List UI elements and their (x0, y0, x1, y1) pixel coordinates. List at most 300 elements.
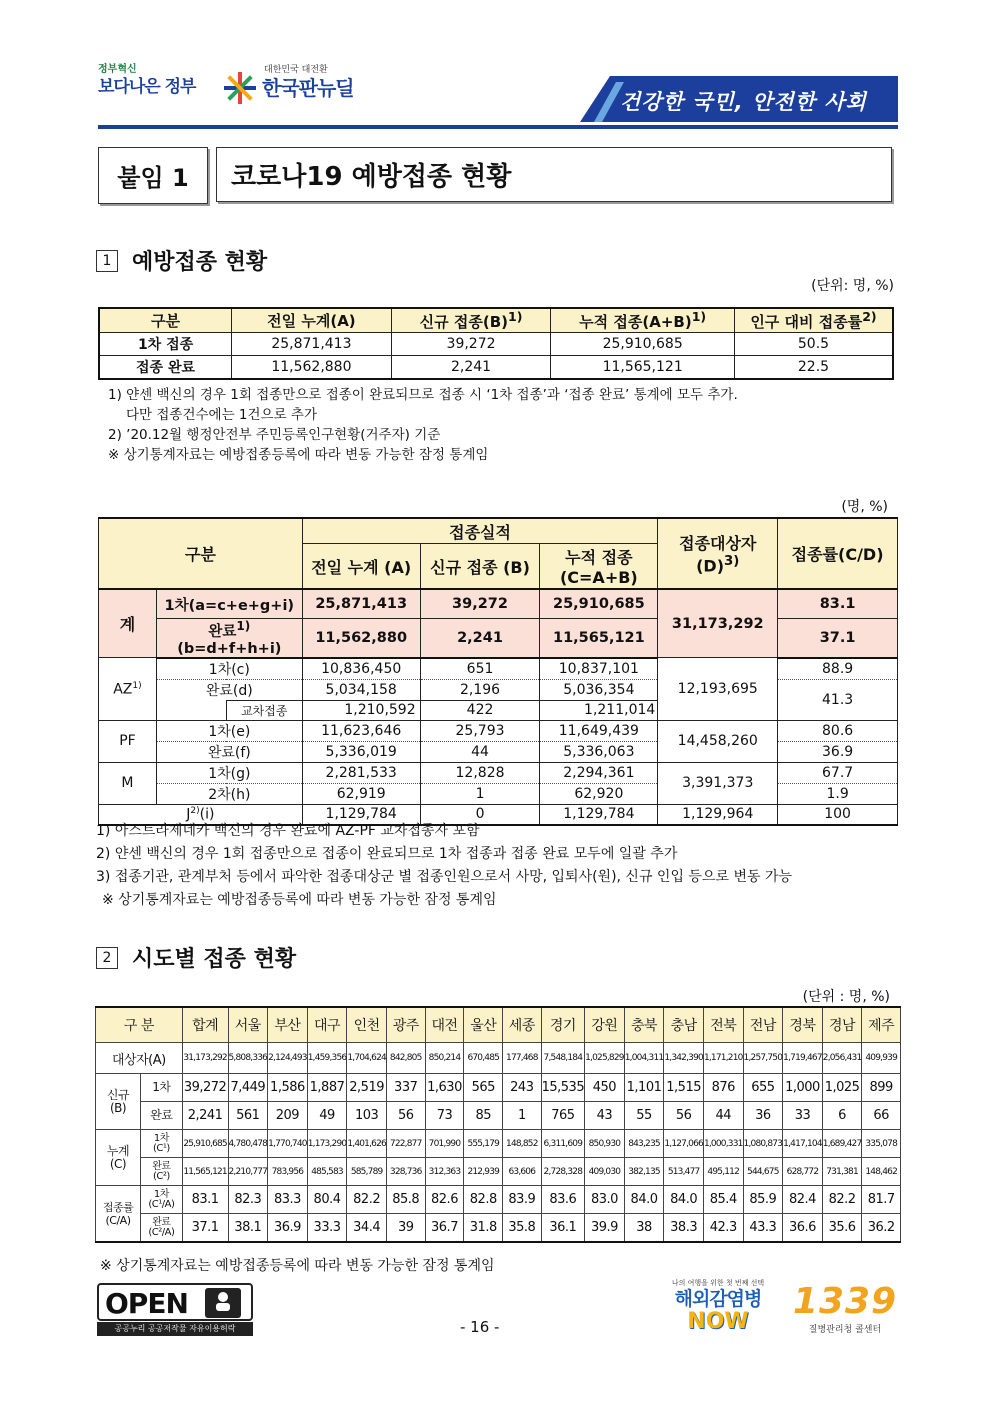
row-label: 1차(c) (156, 658, 302, 680)
cell: 1 (503, 1102, 542, 1130)
group-label: 접종률 (102, 1200, 134, 1214)
col-header-region: 강원 (585, 1007, 625, 1043)
cell: 1,887 (307, 1074, 347, 1102)
row-label (141, 1214, 183, 1243)
table-row-total-done (99, 619, 898, 658)
table2-unit: (명, %) (841, 499, 888, 515)
cell: 1,129,784 (302, 804, 420, 825)
cell: 2,294,361 (540, 762, 658, 783)
cell: 67.7 (778, 762, 898, 783)
cell: 5,034,158 (302, 679, 420, 700)
cell: 63,606 (503, 1158, 542, 1186)
cell: 37.1 (778, 619, 898, 658)
cell: 33 (783, 1102, 823, 1130)
open-license-logo (97, 1283, 253, 1336)
page-title: 코로나19 예방접종 현황 (216, 147, 892, 202)
cell: 12,828 (420, 762, 540, 783)
cell: 7,449 (228, 1074, 268, 1102)
cell-target: 14,458,260 (658, 720, 778, 762)
cell: 85.8 (386, 1186, 425, 1214)
cell: 850,214 (425, 1043, 464, 1074)
cell: 701,990 (425, 1130, 464, 1158)
cell: 103 (347, 1102, 387, 1130)
cell: 43.3 (743, 1214, 783, 1243)
row-label (141, 1158, 183, 1186)
cell: 1,210,592 (302, 700, 420, 720)
row-label-text: (b=d+f+h+i) (177, 640, 282, 657)
footnote: 1) 얀센 백신의 경우 1회 접종만으로 접종이 완료되므로 접종 시 ‘1차 접종’과 ‘접종 완료’ 통계에 모두 추가. (108, 387, 738, 403)
table-row (99, 658, 898, 680)
cell: 11,565,121 (182, 1158, 228, 1186)
table-row-rate-done (96, 1214, 901, 1243)
cell: 1,459,356 (307, 1043, 347, 1074)
footnote-ref: 1) (132, 680, 142, 691)
group-label: 누계 (106, 1143, 130, 1158)
cell: 10,837,101 (540, 658, 658, 680)
group-sub-label: (C/A) (105, 1213, 131, 1227)
row-label-text: (i) (199, 806, 215, 823)
footnote-ref: 1) (236, 619, 251, 633)
table-row-cum-first (96, 1130, 901, 1158)
col-header-prev-total: 전일 누계(A) (232, 308, 392, 333)
row-label-text: J (186, 806, 191, 823)
cell: 1,515 (664, 1074, 704, 1102)
col-header-region: 광주 (386, 1007, 425, 1043)
col-header-region: 서울 (228, 1007, 268, 1043)
cell: 1,342,390 (664, 1043, 704, 1074)
travel-logo-now-text: NOW (687, 1309, 749, 1334)
group-label: 신규 (106, 1087, 130, 1102)
cell: 43 (585, 1102, 625, 1130)
cell-target: 3,391,373 (658, 762, 778, 804)
table-row (99, 762, 898, 783)
cell: 50.5 (734, 333, 893, 356)
cell: 2,196 (420, 679, 540, 700)
slogan-text: 건강한 국민, 안전한 사회 (620, 90, 867, 114)
cell: 66 (862, 1102, 901, 1130)
logo2-main-text: 한국판뉴딜 (262, 76, 354, 100)
cell: 2,056,431 (822, 1043, 862, 1074)
col-header-cumulative-text: 누적 접종(A+B) (579, 313, 692, 331)
cell: 36.6 (783, 1214, 823, 1243)
col-header-target (658, 518, 778, 589)
cell: 1,129,964 (658, 804, 778, 825)
footnote: ※ 상기통계자료는 예방접종등록에 따라 변동 가능한 잠정 통계임 (102, 892, 497, 908)
col-header-performance: 접종실적 (302, 518, 658, 544)
slogan-banner (580, 76, 898, 122)
cell: 1,080,873 (743, 1130, 783, 1158)
row-label: 1차(e) (156, 720, 302, 741)
table-row (99, 720, 898, 741)
row-label: 2차(h) (156, 783, 302, 804)
footnote-ref: 1) (691, 309, 707, 324)
section2-unit: (단위 : 명, %) (802, 989, 890, 1005)
col-header-region: 대전 (425, 1007, 464, 1043)
row-label: 1차(a=c+e+g+i) (156, 589, 302, 619)
cell: 177,468 (503, 1043, 542, 1074)
new-deal-star-icon (222, 70, 258, 106)
vaccine-type-table (98, 517, 898, 826)
row-label-sub: (C²/A) (148, 1226, 175, 1238)
col-header-region: 합계 (182, 1007, 228, 1043)
row-label-pf: PF (99, 720, 157, 762)
col-header-prev-total-text: 전일 누계 (A) (311, 557, 412, 577)
table-row (99, 679, 898, 700)
cell: 25,871,413 (232, 333, 392, 356)
row-label (141, 1130, 183, 1158)
cell: 85.9 (743, 1186, 783, 1214)
call-center-1339-logo (790, 1282, 900, 1340)
cell: 6 (822, 1102, 862, 1130)
footnote-ref: 2) (190, 806, 200, 816)
cell: 83.9 (503, 1186, 542, 1214)
cell: 84.0 (664, 1186, 704, 1214)
cell: 44 (420, 741, 540, 762)
col-header-rate: 접종률(C/D) (778, 518, 898, 589)
cell: 1,127,066 (664, 1130, 704, 1158)
cell: 38.3 (664, 1214, 704, 1243)
table-header-row (99, 518, 898, 544)
section2-note: ※ 상기통계자료는 예방접종등록에 따라 변동 가능한 잠정 통계임 (100, 1258, 495, 1274)
cell: 148,462 (862, 1158, 901, 1186)
row-label-cross: 교차접종 (226, 700, 302, 720)
col-header-new-text: 신규 접종(B) (419, 313, 508, 331)
row-label-az (99, 658, 157, 721)
footnote: 2) ’20.12월 행정안전부 주민등록인구현황(거주자) 기준 (108, 427, 441, 443)
cell: 2,241 (182, 1102, 228, 1130)
cell: 1,211,014 (540, 700, 658, 720)
cell: 36.2 (862, 1214, 901, 1243)
cell: 25,871,413 (302, 589, 420, 619)
cell: 35.8 (503, 1214, 542, 1243)
cell: 409,030 (585, 1158, 625, 1186)
cell: 82.2 (822, 1186, 862, 1214)
cell: 312,363 (425, 1158, 464, 1186)
col-header-region: 경기 (541, 1007, 585, 1043)
cell: 1,025,829 (585, 1043, 625, 1074)
cell: 2,728,328 (541, 1158, 585, 1186)
cell: 83.3 (268, 1186, 308, 1214)
cell: 485,583 (307, 1158, 347, 1186)
row-label (156, 619, 302, 658)
row-label: 1차 접종 (99, 333, 232, 356)
cumulative-header-line2: (C=A+B) (559, 568, 638, 587)
cell-total-target: 31,173,292 (658, 589, 778, 658)
footnote: 다만 접종건수에는 1건으로 추가 (126, 407, 317, 423)
target-header-line1: 접종대상자 (679, 534, 757, 554)
row-label-total: 계 (99, 589, 157, 658)
cell: 73 (425, 1102, 464, 1130)
cell: 85.4 (703, 1186, 743, 1214)
table-row-new-first (96, 1074, 901, 1102)
cell: 1,004,311 (624, 1043, 664, 1074)
cell: 1.9 (778, 783, 898, 804)
travel-disease-now-logo (668, 1278, 768, 1338)
table-row-target (96, 1043, 901, 1074)
col-header-category: 구 분 (96, 1007, 183, 1043)
cell: 80.4 (307, 1186, 347, 1214)
cell: 1,689,427 (822, 1130, 862, 1158)
attachment-tag: 붙임 1 (98, 147, 208, 204)
col-header-region: 대구 (307, 1007, 347, 1043)
cell: 409,939 (862, 1043, 901, 1074)
col-header-pop-rate (734, 308, 893, 333)
row-label-sub: (C²) (152, 1170, 170, 1182)
footnote: 3) 접종기관, 관계부처 등에서 파악한 접종대상군 별 접종인원으로서 사망, 입퇴사(원), 신규 인입 등으로 변동 가능 (96, 869, 792, 885)
cell: 1,000 (783, 1074, 823, 1102)
cell: 0 (420, 804, 540, 825)
cell: 765 (541, 1102, 585, 1130)
cell: 56 (386, 1102, 425, 1130)
row-label-text: 1차 (153, 1188, 169, 1200)
cell: 1,129,784 (540, 804, 658, 825)
cell: 39 (386, 1214, 425, 1243)
row-group-cum (96, 1130, 141, 1186)
travel-logo-main-text: 해외감염병 (674, 1288, 762, 1310)
open-logo-subtext: 공공누리 공공저작물 자유이용허락 (97, 1322, 253, 1336)
cell: 4,780,478 (228, 1130, 268, 1158)
cell: 25,910,685 (182, 1130, 228, 1158)
table-row-cum-done (96, 1158, 901, 1186)
row-label-text: 완료 (152, 1160, 171, 1172)
row-label (141, 1186, 183, 1214)
cell: 561 (228, 1102, 268, 1130)
cell: 6,311,609 (541, 1130, 585, 1158)
section1-heading (96, 245, 267, 276)
row-label-text: 1차 (153, 1132, 169, 1144)
col-header-region: 부산 (268, 1007, 308, 1043)
row-label: 완료(d) (156, 679, 302, 700)
col-header-region: 경남 (822, 1007, 862, 1043)
cell: 513,477 (664, 1158, 704, 1186)
cell: 655 (743, 1074, 783, 1102)
cell: 88.9 (778, 658, 898, 680)
cell: 62,919 (302, 783, 420, 804)
row-label: 완료(f) (156, 741, 302, 762)
cell: 1,719,467 (783, 1043, 823, 1074)
section2-title: 시도별 접종 현황 (132, 947, 297, 972)
row-group-rate (96, 1186, 141, 1243)
cell: 11,623,646 (302, 720, 420, 741)
cell: 56 (664, 1102, 704, 1130)
cell: 382,135 (624, 1158, 664, 1186)
cell: 2,210,777 (228, 1158, 268, 1186)
cell: 31,173,292 (182, 1043, 228, 1074)
row-label-m: M (99, 762, 157, 804)
table-row (99, 783, 898, 804)
cell: 25,910,685 (551, 333, 735, 356)
cell: 1,101 (624, 1074, 664, 1102)
cell: 2,241 (420, 619, 540, 658)
cell: 585,789 (347, 1158, 387, 1186)
col-header-new: 신규 접종 (B) (420, 544, 540, 590)
cell: 850,930 (585, 1130, 625, 1158)
row-label: 1차(g) (156, 762, 302, 783)
col-header-region: 경북 (783, 1007, 823, 1043)
cell: 83.1 (778, 589, 898, 619)
region-table (95, 1006, 901, 1243)
col-header-new (391, 308, 551, 333)
cell: 82.8 (464, 1186, 503, 1214)
government-innovation-logo (98, 64, 202, 110)
open-logo-box (97, 1283, 253, 1321)
row-label: 완료 (141, 1102, 183, 1130)
cell: 212,939 (464, 1158, 503, 1186)
footnote: 2) 얀센 백신의 경우 1회 접종만으로 접종이 완료되므로 1차 접종과 접종 완료 모두에 일괄 추가 (96, 846, 678, 862)
col-header-region: 세종 (503, 1007, 542, 1043)
group-sub-label: (C) (109, 1156, 127, 1171)
call-number-text: 1339 (792, 1281, 898, 1322)
cell: 7,548,184 (541, 1043, 585, 1074)
col-header-category: 구분 (99, 308, 232, 333)
cell: 783,956 (268, 1158, 308, 1186)
cell: 1,704,624 (347, 1043, 387, 1074)
cell: 41.3 (778, 679, 898, 720)
cell: 1,401,626 (347, 1130, 387, 1158)
footnote-ref: 3) (724, 554, 740, 570)
cell: 422 (420, 700, 540, 720)
cell: 842,805 (386, 1043, 425, 1074)
cell: 335,078 (862, 1130, 901, 1158)
col-header-cumulative (551, 308, 735, 333)
person-icon (205, 1288, 241, 1318)
cell: 651 (420, 658, 540, 680)
cell: 36.1 (541, 1214, 585, 1243)
cell: 31.8 (464, 1214, 503, 1243)
row-label-sub: (C¹/A) (148, 1198, 175, 1210)
korean-new-deal-logo (218, 64, 378, 110)
cell: 1,025 (822, 1074, 862, 1102)
cell: 11,565,121 (551, 356, 735, 380)
cell: 1 (420, 783, 540, 804)
call-center-subtext: 질병관리청 콜센터 (808, 1325, 882, 1335)
row-label-text: 완료 (208, 623, 237, 640)
cell: 39,272 (420, 589, 540, 619)
cell: 450 (585, 1074, 625, 1102)
col-header-region: 제주 (862, 1007, 901, 1043)
cell: 1,257,750 (743, 1043, 783, 1074)
row-label: 1차 (141, 1074, 183, 1102)
group-sub-label: (B) (109, 1100, 127, 1115)
cell: 36 (743, 1102, 783, 1130)
cell: 39.9 (585, 1214, 625, 1243)
row-label-text: 완료 (152, 1216, 171, 1228)
cell: 38 (624, 1214, 664, 1243)
cell: 22.5 (734, 356, 893, 380)
table-row (99, 741, 898, 762)
table-row-total-first (99, 589, 898, 619)
section1-title: 예방접종 현황 (132, 250, 268, 275)
cell: 495,112 (703, 1158, 743, 1186)
vaccine-label: AZ (113, 681, 133, 698)
travel-logo-small-text: 나의 여행을 위한 첫 번째 선택 (671, 1279, 765, 1287)
cell: 670,485 (464, 1043, 503, 1074)
cell: 39,272 (182, 1074, 228, 1102)
col-header-region: 충북 (624, 1007, 664, 1043)
cell: 82.2 (347, 1186, 387, 1214)
cell: 25,793 (420, 720, 540, 741)
col-header-category: 구분 (99, 518, 303, 589)
cell: 555,179 (464, 1130, 503, 1158)
cell: 2,124,493 (268, 1043, 308, 1074)
cell: 1,770,740 (268, 1130, 308, 1158)
section2-heading (96, 942, 296, 973)
footnote-ref: 1) (508, 309, 523, 324)
col-header-prev-total (302, 544, 420, 590)
cell: 42.3 (703, 1214, 743, 1243)
cell: 35.6 (822, 1214, 862, 1243)
logo1-main-text: 보다나은 정부 (98, 77, 196, 97)
header-rule (98, 125, 898, 129)
cell: 1,000,331 (703, 1130, 743, 1158)
cell: 1,586 (268, 1074, 308, 1102)
cell: 544,675 (743, 1158, 783, 1186)
cell: 85 (464, 1102, 503, 1130)
cell: 36.9 (778, 741, 898, 762)
cell: 15,535 (541, 1074, 585, 1102)
col-header-cumulative (540, 544, 658, 590)
cell: 2,519 (347, 1074, 387, 1102)
cell: 1,630 (425, 1074, 464, 1102)
footnote: ※ 상기통계자료는 예방접종등록에 따라 변동 가능한 잠정 통계임 (108, 447, 489, 463)
row-label: 대상자(A) (96, 1043, 183, 1074)
target-header-line2: (D) (696, 556, 725, 576)
cell: 80.6 (778, 720, 898, 741)
col-header-region: 충남 (664, 1007, 704, 1043)
cell: 62,920 (540, 783, 658, 804)
section1-number: 1 (96, 250, 118, 272)
cell: 10,836,450 (302, 658, 420, 680)
cell: 1,417,104 (783, 1130, 823, 1158)
cell: 337 (386, 1074, 425, 1102)
cell: 37.1 (182, 1214, 228, 1243)
cell: 11,562,880 (302, 619, 420, 658)
cumulative-header-line1: 누적 접종 (565, 548, 633, 567)
cell: 83.6 (541, 1186, 585, 1214)
col-header-region: 인천 (347, 1007, 387, 1043)
cell: 44 (703, 1102, 743, 1130)
col-header-pop-rate-text: 인구 대비 접종률 (750, 313, 863, 331)
cell: 5,336,019 (302, 741, 420, 762)
cell: 5,336,063 (540, 741, 658, 762)
col-header-region: 전북 (703, 1007, 743, 1043)
cell-target: 12,193,695 (658, 658, 778, 721)
table-row (99, 356, 893, 380)
cell: 722,877 (386, 1130, 425, 1158)
cell: 628,772 (783, 1158, 823, 1186)
row-group-new (96, 1074, 141, 1130)
cell: 38.1 (228, 1214, 268, 1243)
table2-notes (96, 820, 896, 912)
cell: 2,281,533 (302, 762, 420, 783)
cell: 36.7 (425, 1214, 464, 1243)
cell: 84.0 (624, 1186, 664, 1214)
cell: 100 (778, 804, 898, 825)
cell: 49 (307, 1102, 347, 1130)
page-number: - 16 - (460, 1318, 500, 1336)
cell: 731,381 (822, 1158, 862, 1186)
section1-unit: (단위: 명, %) (811, 278, 894, 294)
section1-notes (108, 385, 898, 465)
cell: 209 (268, 1102, 308, 1130)
cell: 2,241 (391, 356, 551, 380)
vaccination-summary-table (98, 307, 894, 380)
cell: 11,565,121 (540, 619, 658, 658)
cell: 565 (464, 1074, 503, 1102)
cell: 1,171,210 (703, 1043, 743, 1074)
cell: 243 (503, 1074, 542, 1102)
table-row-rate-first (96, 1186, 901, 1214)
